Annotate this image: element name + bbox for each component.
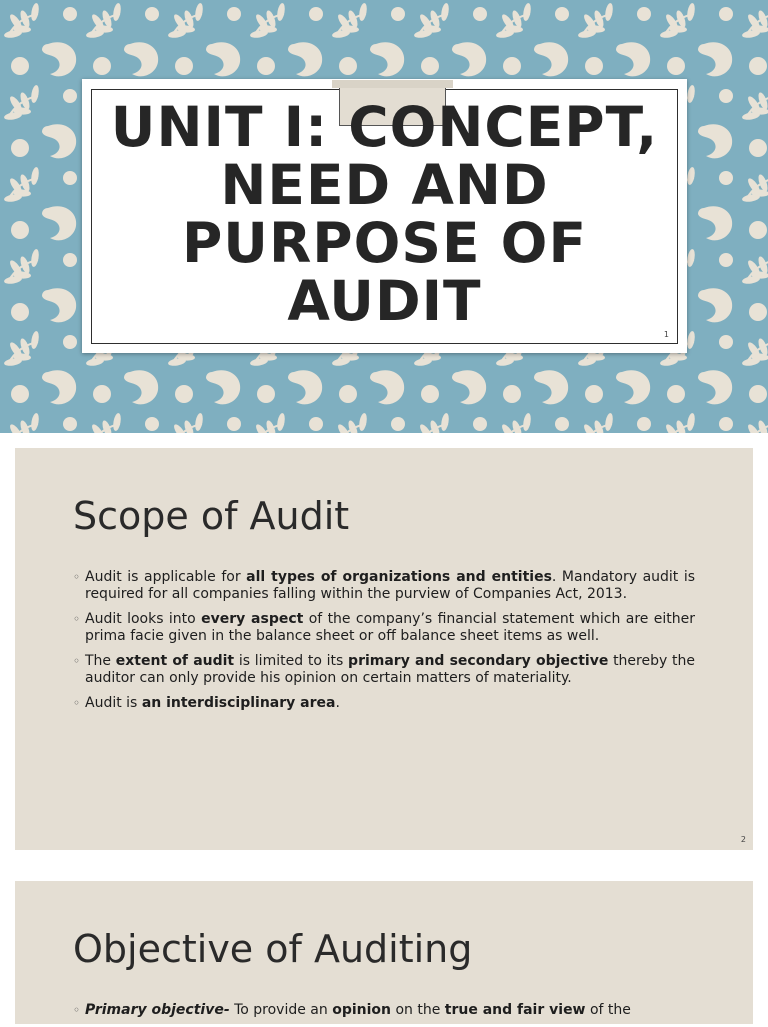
slide-number: 1 — [663, 330, 669, 339]
bullet-text: thereby the auditor can only provide his opinion on certain matters of materiality. — [85, 653, 695, 686]
bullet-item — [73, 1002, 695, 1019]
emphasis-text: opinion — [332, 1002, 392, 1018]
title-line: UNIT I: CONCEPT, — [110, 95, 659, 159]
title-line: PURPOSE OF — [181, 211, 588, 275]
bullet-icon: ◦ — [73, 1003, 81, 1017]
emphasis-text: all types of organizations and entities — [246, 569, 552, 585]
bullet-text: Audit is — [85, 695, 142, 711]
emphasis-text: Primary objective- — [85, 1002, 230, 1018]
bullet-item — [73, 569, 695, 603]
emphasis-text: extent of audit — [115, 653, 235, 669]
bullet-icon: ◦ — [73, 696, 81, 710]
objective-slide — [15, 881, 753, 1024]
title-tab-shadow — [332, 80, 453, 88]
bullet-list — [73, 569, 695, 720]
bullet-item — [73, 653, 695, 687]
title-line: AUDIT — [287, 269, 482, 333]
bullet-text: of the company’s financial statement which are either prima facie given in the balance sheet or off balance sheet items as well. — [85, 611, 695, 644]
bullet-item — [73, 695, 695, 712]
bullet-icon: ◦ — [73, 654, 81, 668]
bullet-icon: ◦ — [73, 612, 81, 626]
bullet-text: Audit is applicable for — [85, 569, 247, 585]
slide-title — [92, 95, 677, 333]
bullet-item — [73, 611, 695, 645]
slide-heading: Scope of Audit — [73, 494, 350, 538]
bullet-text: of the — [585, 1002, 631, 1018]
title-card — [82, 79, 687, 353]
bullet-text: on the — [391, 1002, 445, 1018]
emphasis-text: an interdisciplinary area — [141, 695, 336, 711]
bullet-text: To provide an — [229, 1002, 333, 1018]
scope-slide — [15, 448, 753, 850]
bullet-list — [73, 1002, 695, 1027]
emphasis-text: every aspect — [201, 611, 304, 627]
emphasis-text: primary and secondary objective — [348, 653, 609, 669]
bullet-text: Audit looks into — [85, 611, 202, 627]
emphasis-text: true and fair view — [444, 1002, 586, 1018]
title-slide — [0, 0, 768, 433]
bullet-text: . Mandatory audit is required for all companies falling within the purview of Companies Act, 2013. — [85, 569, 696, 602]
slide-number: 2 — [740, 835, 746, 844]
bullet-text: is limited to its — [234, 653, 349, 669]
bullet-text: The — [85, 653, 116, 669]
bullet-icon: ◦ — [73, 570, 81, 584]
title-frame — [91, 89, 678, 344]
slide-heading: Objective of Auditing — [73, 927, 473, 971]
title-line: NEED AND — [220, 153, 549, 217]
bullet-text: . — [335, 695, 340, 711]
